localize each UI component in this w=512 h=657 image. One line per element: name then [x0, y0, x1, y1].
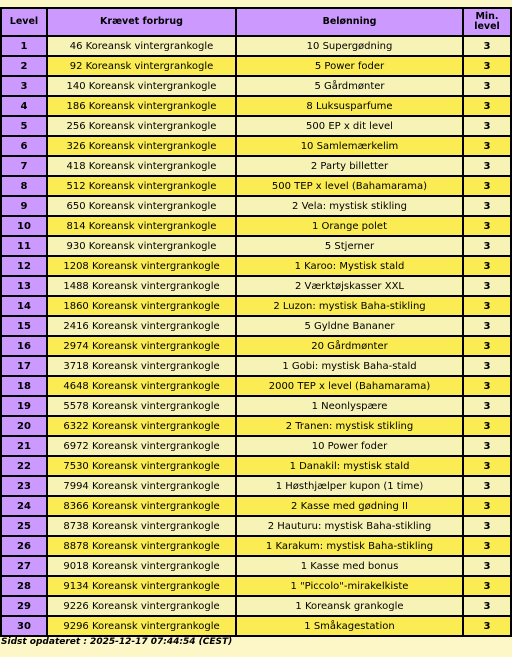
min-level-cell: 3 [463, 276, 511, 296]
min-level-cell: 3 [463, 156, 511, 176]
min-level-cell: 3 [463, 256, 511, 276]
required-cell: 7530 Koreansk vintergrankogle [47, 456, 236, 476]
level-cell: 18 [1, 376, 47, 396]
required-cell: 9226 Koreansk vintergrankogle [47, 596, 236, 616]
min-level-cell: 3 [463, 476, 511, 496]
level-cell: 28 [1, 576, 47, 596]
required-cell: 1860 Koreansk vintergrankogle [47, 296, 236, 316]
reward-cell: 1 Orange polet [236, 216, 463, 236]
table-row [1, 176, 511, 196]
required-cell: 650 Koreansk vintergrankogle [47, 196, 236, 216]
required-cell: 326 Koreansk vintergrankogle [47, 136, 236, 156]
reward-cell: 5 Stjerner [236, 236, 463, 256]
min-level-cell: 3 [463, 76, 511, 96]
reward-cell: 2 Værktøjskasser XXL [236, 276, 463, 296]
min-level-cell: 3 [463, 356, 511, 376]
reward-cell: 5 Power foder [236, 56, 463, 76]
min-level-cell: 3 [463, 216, 511, 236]
table-row [1, 356, 511, 376]
required-cell: 2974 Koreansk vintergrankogle [47, 336, 236, 356]
min-level-cell: 3 [463, 436, 511, 456]
level-cell: 5 [1, 116, 47, 136]
table-row [1, 36, 511, 56]
table-row [1, 436, 511, 456]
level-cell: 25 [1, 516, 47, 536]
reward-cell: 10 Power foder [236, 436, 463, 456]
reward-cell: 10 Supergødning [236, 36, 463, 56]
reward-column-header: Belønning [236, 8, 463, 36]
min-level-cell: 3 [463, 416, 511, 436]
reward-cell: 1 Karakum: mystisk Baha-stikling [236, 536, 463, 556]
table-row [1, 416, 511, 436]
min-level-cell: 3 [463, 496, 511, 516]
min-level-cell: 3 [463, 196, 511, 216]
level-cell: 7 [1, 156, 47, 176]
reward-cell: 1 "Piccolo"-mirakelkiste [236, 576, 463, 596]
level-column-header: Level [1, 8, 47, 36]
table-row [1, 576, 511, 596]
required-cell: 8738 Koreansk vintergrankogle [47, 516, 236, 536]
level-cell: 8 [1, 176, 47, 196]
required-cell: 6972 Koreansk vintergrankogle [47, 436, 236, 456]
reward-cell: 2000 TEP x level (Bahamarama) [236, 376, 463, 396]
reward-cell: 2 Tranen: mystisk stikling [236, 416, 463, 436]
min-level-cell: 3 [463, 396, 511, 416]
level-cell: 24 [1, 496, 47, 516]
required-cell: 1488 Koreansk vintergrankogle [47, 276, 236, 296]
level-cell: 27 [1, 556, 47, 576]
min-level-cell: 3 [463, 616, 511, 636]
level-cell: 1 [1, 36, 47, 56]
reward-cell: 2 Party billetter [236, 156, 463, 176]
required-cell: 512 Koreansk vintergrankogle [47, 176, 236, 196]
table-row [1, 476, 511, 496]
table-row [1, 396, 511, 416]
min-level-cell: 3 [463, 536, 511, 556]
reward-cell: 1 Koreansk grankogle [236, 596, 463, 616]
required-cell: 92 Koreansk vintergrankogle [47, 56, 236, 76]
reward-cell: 1 Neonlyspære [236, 396, 463, 416]
required-cell: 1208 Koreansk vintergrankogle [47, 256, 236, 276]
min-level-cell: 3 [463, 36, 511, 56]
level-cell: 30 [1, 616, 47, 636]
level-cell: 20 [1, 416, 47, 436]
reward-cell: 500 EP x dit level [236, 116, 463, 136]
min-level-cell: 3 [463, 576, 511, 596]
level-cell: 14 [1, 296, 47, 316]
required-cell: 186 Koreansk vintergrankogle [47, 96, 236, 116]
reward-cell: 1 Gobi: mystisk Baha-stald [236, 356, 463, 376]
min-level-cell: 3 [463, 316, 511, 336]
min-level-cell: 3 [463, 136, 511, 156]
last-updated-text: Sidst opdateret : 2025-12-17 07:44:54 (CEST) [1, 637, 233, 647]
reward-cell: 1 Danakil: mystisk stald [236, 456, 463, 476]
level-cell: 19 [1, 396, 47, 416]
reward-cell: 1 Småkagestation [236, 616, 463, 636]
level-cell: 23 [1, 476, 47, 496]
required-cell: 9134 Koreansk vintergrankogle [47, 576, 236, 596]
min-level-header-line2: level [474, 21, 500, 32]
min-level-column-header [463, 8, 511, 36]
table-row [1, 536, 511, 556]
table-row [1, 276, 511, 296]
table-row [1, 336, 511, 356]
level-cell: 13 [1, 276, 47, 296]
level-cell: 29 [1, 596, 47, 616]
required-cell: 256 Koreansk vintergrankogle [47, 116, 236, 136]
level-cell: 6 [1, 136, 47, 156]
table-header-row [1, 8, 511, 36]
level-cell: 17 [1, 356, 47, 376]
level-cell: 22 [1, 456, 47, 476]
required-cell: 930 Koreansk vintergrankogle [47, 236, 236, 256]
reward-cell: 1 Kasse med bonus [236, 556, 463, 576]
min-level-cell: 3 [463, 336, 511, 356]
level-cell: 21 [1, 436, 47, 456]
required-cell: 5578 Koreansk vintergrankogle [47, 396, 236, 416]
rewards-table [0, 7, 512, 637]
reward-cell: 2 Vela: mystisk stikling [236, 196, 463, 216]
reward-cell: 2 Luzon: mystisk Baha-stikling [236, 296, 463, 316]
table-row [1, 296, 511, 316]
table-row [1, 316, 511, 336]
level-cell: 11 [1, 236, 47, 256]
reward-cell: 8 Luksusparfume [236, 96, 463, 116]
table-row [1, 96, 511, 116]
level-cell: 10 [1, 216, 47, 236]
level-cell: 2 [1, 56, 47, 76]
required-cell: 8366 Koreansk vintergrankogle [47, 496, 236, 516]
table-row [1, 136, 511, 156]
min-level-cell: 3 [463, 456, 511, 476]
table-row [1, 236, 511, 256]
min-level-cell: 3 [463, 96, 511, 116]
required-cell: 8878 Koreansk vintergrankogle [47, 536, 236, 556]
table-row [1, 216, 511, 236]
required-cell: 3718 Koreansk vintergrankogle [47, 356, 236, 376]
required-cell: 9018 Koreansk vintergrankogle [47, 556, 236, 576]
reward-cell: 500 TEP x level (Bahamarama) [236, 176, 463, 196]
level-cell: 4 [1, 96, 47, 116]
reward-cell: 5 Gyldne Bananer [236, 316, 463, 336]
required-cell: 2416 Koreansk vintergrankogle [47, 316, 236, 336]
level-cell: 15 [1, 316, 47, 336]
min-level-cell: 3 [463, 116, 511, 136]
min-level-header-line1: Min. [475, 11, 499, 22]
level-cell: 9 [1, 196, 47, 216]
min-level-cell: 3 [463, 296, 511, 316]
min-level-cell: 3 [463, 56, 511, 76]
required-cell: 140 Koreansk vintergrankogle [47, 76, 236, 96]
reward-cell: 1 Karoo: Mystisk stald [236, 256, 463, 276]
table-row [1, 376, 511, 396]
reward-cell: 1 Høsthjælper kupon (1 time) [236, 476, 463, 496]
min-level-cell: 3 [463, 176, 511, 196]
min-level-cell: 3 [463, 556, 511, 576]
table-row [1, 456, 511, 476]
required-cell: 9296 Koreansk vintergrankogle [47, 616, 236, 636]
reward-cell: 2 Hauturu: mystisk Baha-stikling [236, 516, 463, 536]
required-column-header: Krævet forbrug [47, 8, 236, 36]
level-cell: 3 [1, 76, 47, 96]
table-row [1, 56, 511, 76]
min-level-cell: 3 [463, 516, 511, 536]
required-cell: 7994 Koreansk vintergrankogle [47, 476, 236, 496]
table-row [1, 516, 511, 536]
min-level-cell: 3 [463, 596, 511, 616]
reward-cell: 2 Kasse med gødning II [236, 496, 463, 516]
table-row [1, 156, 511, 176]
table-row [1, 256, 511, 276]
required-cell: 6322 Koreansk vintergrankogle [47, 416, 236, 436]
table-row [1, 116, 511, 136]
required-cell: 46 Koreansk vintergrankogle [47, 36, 236, 56]
table-row [1, 76, 511, 96]
required-cell: 4648 Koreansk vintergrankogle [47, 376, 236, 396]
table-row [1, 596, 511, 616]
table-row [1, 196, 511, 216]
required-cell: 814 Koreansk vintergrankogle [47, 216, 236, 236]
level-cell: 26 [1, 536, 47, 556]
table-row [1, 616, 511, 636]
min-level-cell: 3 [463, 236, 511, 256]
min-level-cell: 3 [463, 376, 511, 396]
table-row [1, 556, 511, 576]
reward-cell: 20 Gårdmønter [236, 336, 463, 356]
level-cell: 12 [1, 256, 47, 276]
reward-cell: 10 Samlemærkelim [236, 136, 463, 156]
required-cell: 418 Koreansk vintergrankogle [47, 156, 236, 176]
reward-cell: 5 Gårdmønter [236, 76, 463, 96]
level-cell: 16 [1, 336, 47, 356]
table-row [1, 496, 511, 516]
